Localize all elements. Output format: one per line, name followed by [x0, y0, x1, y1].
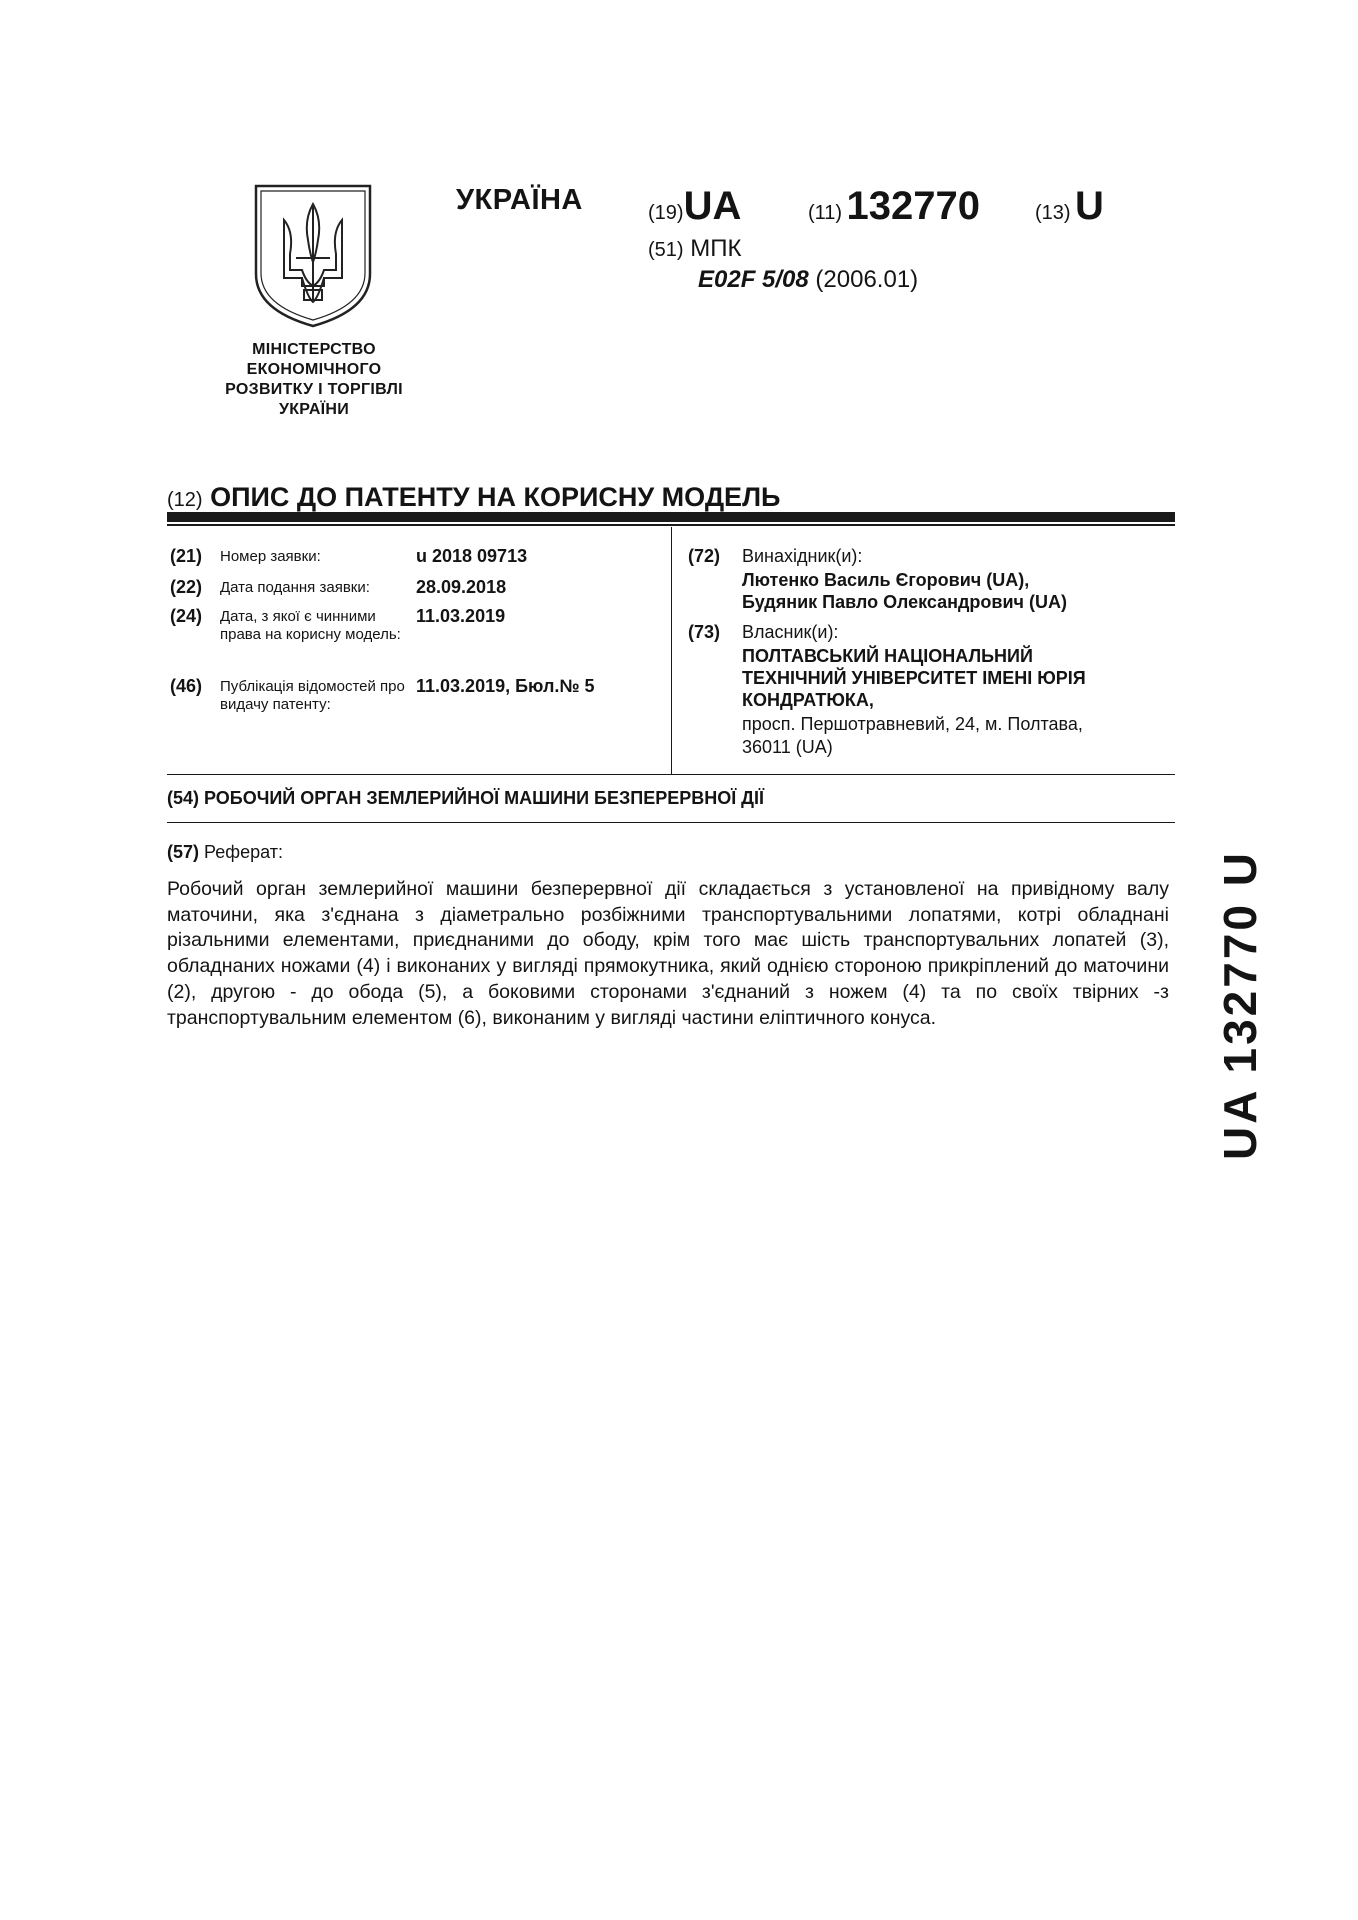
abstract-heading	[167, 842, 283, 863]
owner-address-line: 36011 (UA)	[742, 737, 833, 757]
utility-model-title: (54) РОБОЧИЙ ОРГАН ЗЕМЛЕРИЙНОЇ МАШИНИ БЕЗПЕРЕРВНОЇ ДІЇ	[167, 788, 764, 808]
kind-code-field	[1035, 184, 1104, 229]
coat-of-arms-icon	[252, 182, 374, 330]
field-label: Публікація відомостей про видачу патенту:	[220, 678, 405, 713]
section-divider	[167, 774, 1175, 775]
ipc-code: E02F 5/08	[698, 266, 809, 293]
ipc-label: МПК	[690, 235, 742, 262]
owner-label: Власник(и):	[742, 622, 839, 642]
inventor-name: Будяник Павло Олександрович (UA)	[742, 592, 1067, 612]
field-code: (11)	[808, 202, 843, 224]
ministry-line: УКРАЇНИ	[278, 401, 350, 418]
publication-date: 11.03.2019, Бюл.№ 5	[416, 676, 595, 696]
owner-name-line: ТЕХНІЧНИЙ УНІВЕРСИТЕТ ІМЕНІ ЮРІЯ	[742, 668, 1086, 688]
inventors-label: Винахідник(и):	[742, 546, 863, 566]
header-divider-thin	[167, 524, 1175, 526]
patent-number-field	[808, 184, 980, 229]
field-code: (73)	[688, 622, 721, 642]
abstract-text: Робочий орган землерийної машини безперервної дії складається з установленої на привідному валу маточини, яка з'єднана з діаметрально розбіжними транспортувальними лопатями, котрі обладнані різальними елементами, приєднаними до ободу, крім того має шість транспортувальних лопатей (3), обладнаних ножами (4) і виконаних у вигляді прямокутника, який однією стороною прикріплений до маточини (2), другою - до обода (5), а боковими сторонами з'єднаний з ножем (4) та по своїх твірних -з транспортувальним елементом (6), виконаним у вигляді частини еліптичного конуса.	[167, 878, 1169, 1029]
country-code: UA	[683, 184, 742, 228]
inventor-name: Лютенко Василь Єгорович (UA),	[742, 570, 1030, 590]
document-type: ОПИС ДО ПАТЕНТУ НА КОРИСНУ МОДЕЛЬ	[210, 482, 781, 512]
filing-date: 28.09.2018	[416, 577, 507, 597]
ministry-line: МІНІСТЕРСТВО	[252, 341, 376, 358]
field-code: (46)	[170, 676, 203, 696]
column-divider	[671, 527, 672, 774]
owner-address-line: просп. Першотравневий, 24, м. Полтава,	[742, 714, 1083, 734]
kind-code: U	[1075, 184, 1104, 228]
field-label: Дата подання заявки:	[220, 579, 370, 596]
field-label: Номер заявки:	[220, 548, 321, 565]
abstract-label: Реферат:	[204, 842, 283, 862]
field-code: (22)	[170, 577, 203, 597]
field-label: Дата, з якої є чинними права на корисну модель:	[220, 608, 401, 643]
field-code: (51)	[648, 239, 684, 261]
field-code: (12)	[167, 489, 203, 511]
field-code: (21)	[170, 546, 203, 566]
field-code: (19)	[648, 202, 684, 224]
country-code-field	[648, 184, 741, 229]
ipc-version: (2006.01)	[815, 266, 919, 293]
ministry-name	[200, 340, 428, 420]
patent-number: 132770	[846, 184, 981, 228]
field-code: (24)	[170, 606, 203, 626]
ministry-line: РОЗВИТКУ І ТОРГІВЛІ	[225, 381, 403, 398]
effective-date: 11.03.2019	[416, 606, 506, 626]
ipc-label-field	[648, 235, 741, 263]
owner-name-line: ПОЛТАВСЬКИЙ НАЦІОНАЛЬНИЙ	[742, 646, 1033, 666]
side-mark-text: UA 132770 U	[1214, 849, 1266, 1160]
header-divider	[167, 512, 1175, 522]
ipc-classification	[698, 266, 918, 294]
field-code: (13)	[1035, 202, 1071, 224]
field-code: (72)	[688, 546, 721, 566]
country-name: УКРАЇНА	[456, 184, 583, 216]
field-code: (57)	[167, 842, 200, 862]
document-type-title	[167, 482, 780, 513]
side-patent-mark	[1214, 849, 1266, 1160]
application-number: u 2018 09713	[416, 546, 528, 566]
owner-name-line: КОНДРАТЮКА,	[742, 690, 874, 710]
ministry-line: ЕКОНОМІЧНОГО	[246, 361, 382, 378]
section-divider	[167, 822, 1175, 823]
